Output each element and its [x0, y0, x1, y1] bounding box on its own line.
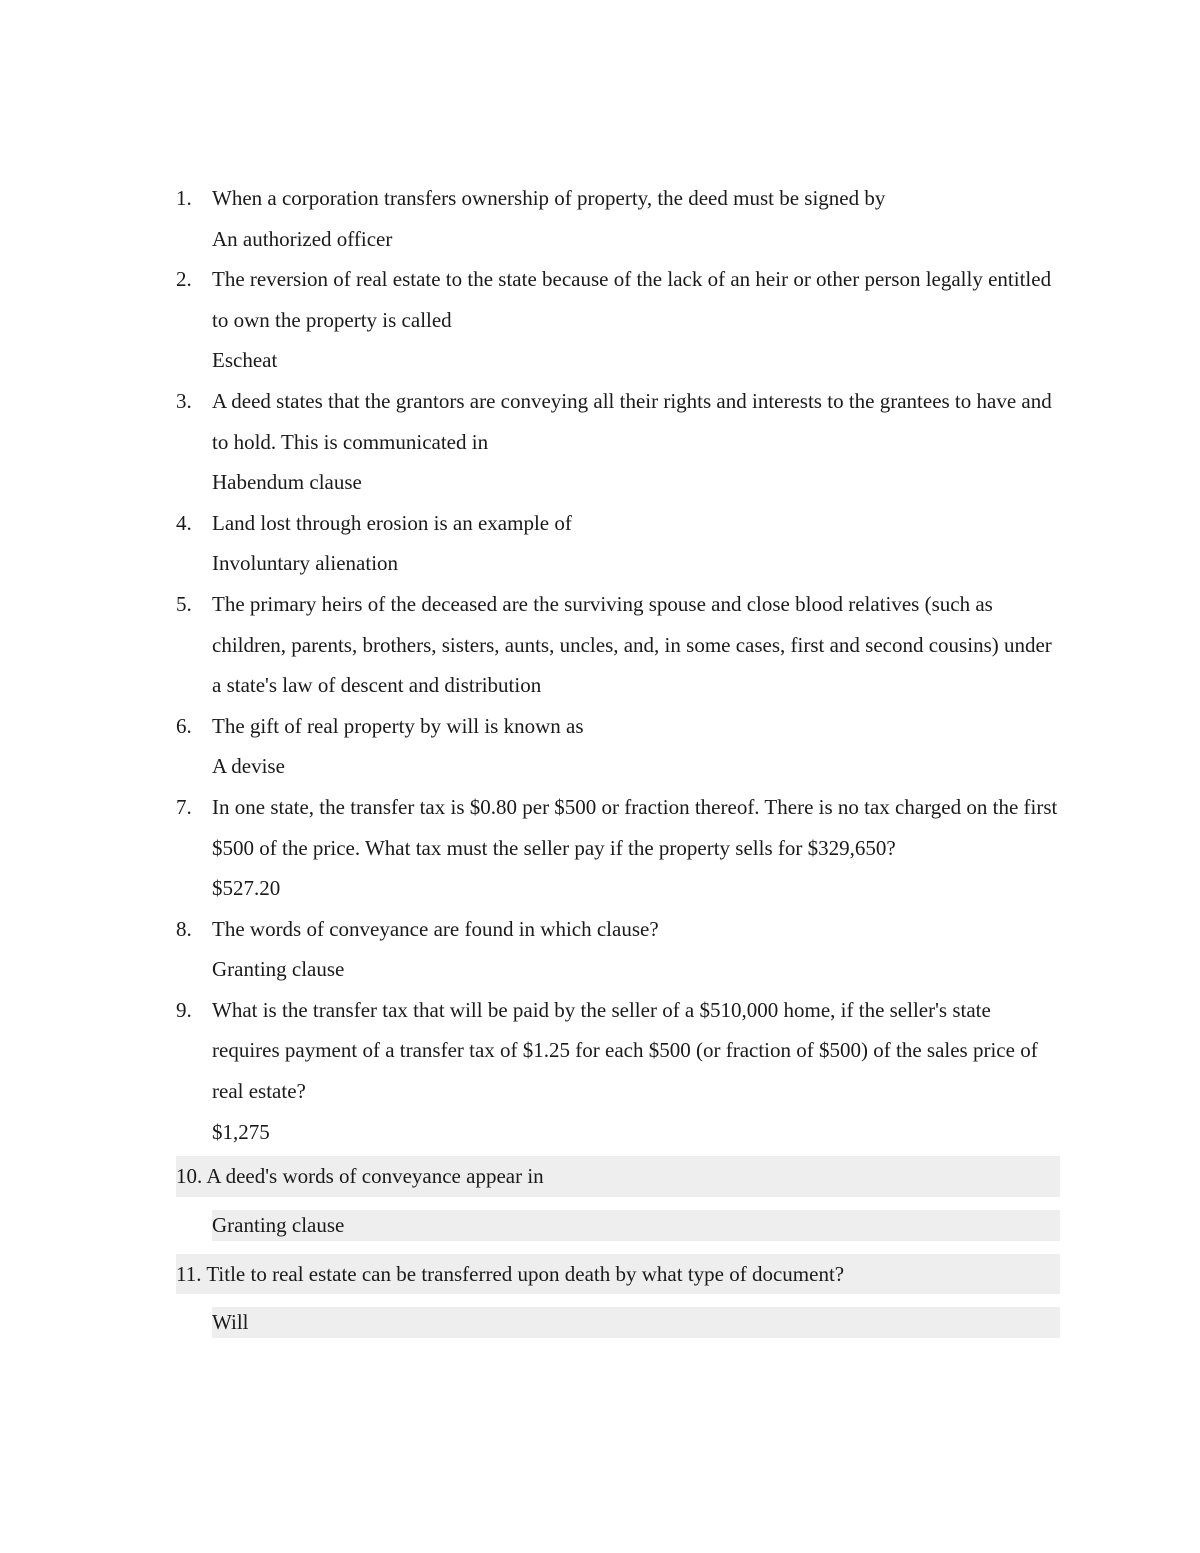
item-number: 7.: [176, 794, 192, 819]
answer-text: An authorized officer: [212, 226, 393, 251]
question-text: The reversion of real estate to the state because of the lack of an heir or other person legally entitled to own the property is called: [212, 267, 1052, 332]
answer-text: a state's law of descent and distribution: [212, 673, 542, 698]
question-answer-list: [176, 178, 1060, 1351]
list-item: [176, 990, 1060, 1152]
item-number: 2.: [176, 267, 192, 292]
list-item: [176, 584, 1060, 706]
answer-text: Granting clause: [212, 957, 345, 982]
highlighted-answer-row: [212, 1307, 1060, 1338]
list-item: [176, 259, 1060, 381]
answer-text: Granting clause: [212, 1212, 345, 1237]
question-text: A deed's words of conveyance appear in: [206, 1164, 544, 1189]
list-item-highlighted: [176, 1156, 1060, 1241]
item-number: 1.: [176, 186, 192, 210]
item-number: 3.: [176, 388, 192, 413]
question-text: A deed states that the grantors are conveying all their rights and interests to the grantees to have and to hold. This is communicated in: [212, 388, 1052, 454]
item-number: 5.: [176, 591, 192, 616]
answer-text: Escheat: [212, 348, 278, 373]
answer-text: $1,275: [212, 1119, 270, 1144]
list-item: [176, 787, 1060, 909]
item-number: 8.: [176, 916, 192, 941]
question-text: The words of conveyance are found in which clause?: [212, 916, 659, 941]
highlighted-answer-row: [212, 1210, 1060, 1241]
answer-text: Habendum clause: [212, 470, 362, 495]
answer-text: $527.20: [212, 876, 281, 901]
question-text: The gift of real property by will is known as: [212, 713, 584, 738]
question-text: In one state, the transfer tax is $0.80 per $500 or fraction thereof. There is no tax charged on the first $500 of the price. What tax must the seller pay if the property sells for $329,650?: [212, 794, 1058, 860]
list-item: [176, 178, 1060, 259]
item-number: 11.: [176, 1261, 207, 1286]
highlighted-question-row: [176, 1156, 1060, 1197]
question-text: What is the transfer tax that will be paid by the seller of a $510,000 home, if the seller's state requires payment of a transfer tax of $1.25 for each $500 (or fraction of $500) of the sales price of real estate?: [212, 997, 1038, 1104]
question-text: When a corporation transfers ownership of property, the deed must be signed by: [212, 186, 886, 210]
list-item: [176, 706, 1060, 787]
list-item-highlighted: [176, 1254, 1060, 1339]
question-text: Title to real estate can be transferred upon death by what type of document?: [206, 1261, 845, 1286]
list-item: [176, 381, 1060, 503]
answer-text: Will: [212, 1310, 249, 1335]
item-number: 4.: [176, 510, 192, 535]
item-number: 6.: [176, 713, 192, 738]
highlighted-question-row: [176, 1254, 1060, 1295]
item-number: 9.: [176, 997, 192, 1022]
question-text: Land lost through erosion is an example of: [212, 510, 572, 535]
answer-text: A devise: [212, 754, 285, 779]
question-text: The primary heirs of the deceased are the surviving spouse and close blood relatives (such as children, parents, brothers, sisters, aunts, uncles, and, in some cases, first and second cousins) under: [212, 591, 1052, 657]
list-item: [176, 909, 1060, 990]
answer-text: Involuntary alienation: [212, 551, 399, 576]
item-number: 10.: [176, 1164, 207, 1189]
list-item: [176, 503, 1060, 584]
